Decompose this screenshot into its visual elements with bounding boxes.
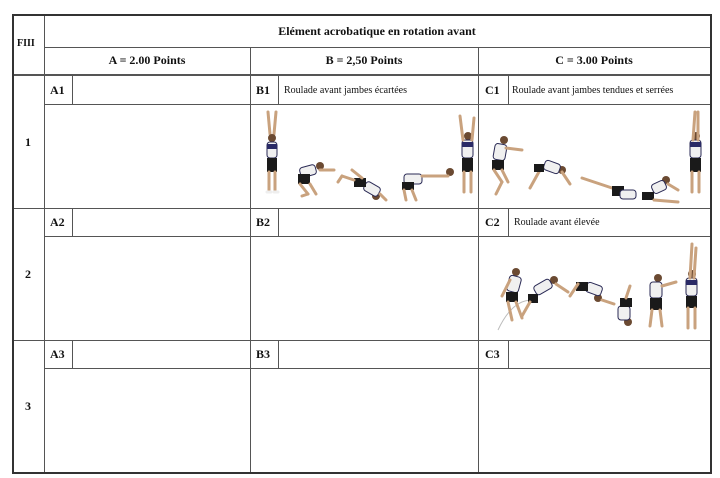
table-title: Elément acrobatique en rotation avant	[278, 24, 476, 38]
gymnast-figure	[460, 116, 474, 192]
cell-description-c2: Roulade avant élevée	[514, 217, 600, 228]
row-number-2: 2	[25, 267, 31, 281]
gymnast-figure	[502, 268, 522, 320]
gymnast-figure	[267, 112, 278, 192]
column-header-c: C = 3.00 Points	[555, 53, 633, 67]
cell-code-c1: C1	[485, 83, 500, 97]
gymnast-figure	[642, 176, 678, 202]
element-table	[12, 14, 712, 474]
gymnast-figure	[298, 162, 334, 196]
cell-code-c2: C2	[485, 215, 500, 229]
cell-code-c3: C3	[485, 347, 500, 361]
c2-roll-illustration	[482, 240, 708, 338]
gymnast-figure	[402, 168, 454, 200]
gymnast-figure	[582, 178, 636, 199]
gymnast-figure	[618, 286, 632, 326]
column-header-a: A = 2.00 Points	[108, 53, 186, 67]
cell-description-b1: Roulade avant jambes écartées	[284, 85, 407, 96]
gymnast-figure	[690, 112, 701, 192]
gymnast-figure	[686, 244, 697, 328]
cell-code-b3: B3	[256, 347, 271, 361]
cell-code-b1: B1	[256, 83, 271, 97]
row-number-3: 3	[25, 399, 31, 413]
gymnast-figure	[570, 282, 614, 304]
cell-description-c1: Roulade avant jambes tendues et serrées	[512, 85, 674, 96]
column-header-b: B = 2,50 Points	[325, 53, 403, 67]
corner-label: FIII	[17, 38, 35, 49]
cell-code-a1: A1	[50, 83, 65, 97]
b1-roll-illustration	[254, 108, 476, 206]
gymnast-figure	[650, 274, 676, 326]
cell-code-a3: A3	[50, 347, 65, 361]
gymnast-figure	[522, 276, 568, 316]
row-number-1: 1	[25, 135, 31, 149]
cell-code-b2: B2	[256, 215, 271, 229]
gymnast-figure	[492, 136, 522, 194]
gymnast-figure	[530, 160, 570, 188]
cell-code-a2: A2	[50, 215, 65, 229]
gymnast-figure	[338, 170, 386, 200]
c1-roll-illustration	[482, 108, 708, 206]
